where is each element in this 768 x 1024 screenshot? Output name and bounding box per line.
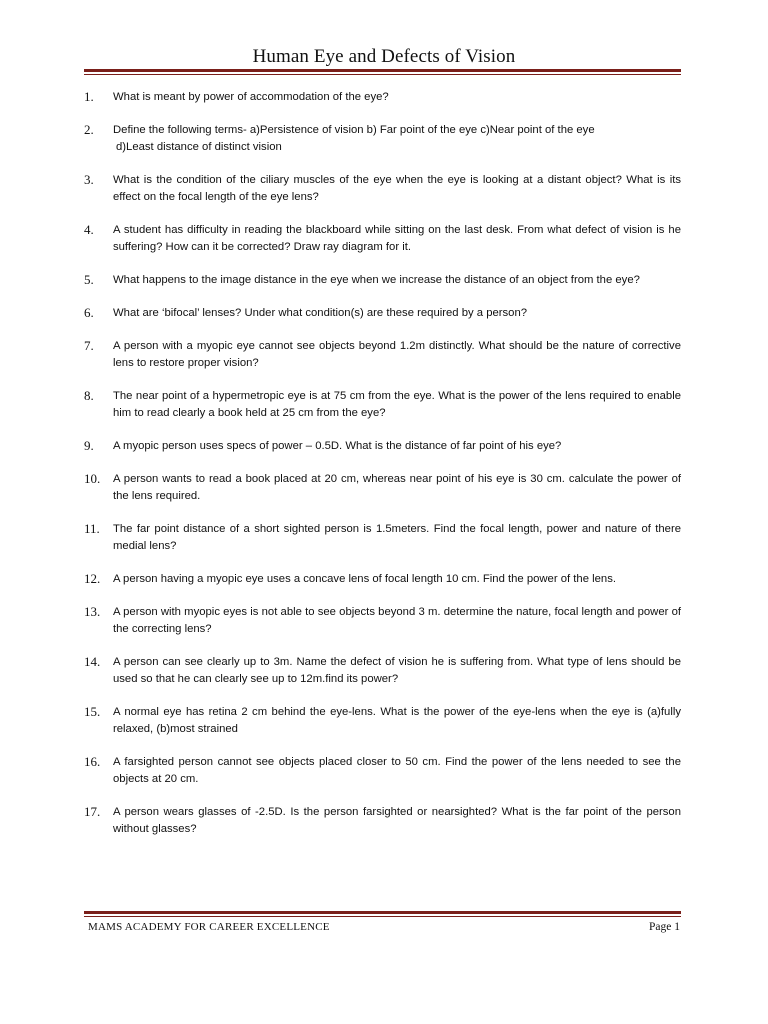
question-text: A person having a myopic eye uses a concave lens of focal length 10 cm. Find the power of the lens. bbox=[113, 573, 617, 586]
question-text: What are ‘bifocal’ lenses? Under what condition(s) are these required by a person? bbox=[113, 307, 528, 320]
header-rule-thin bbox=[84, 74, 681, 75]
footer-rule-thick bbox=[84, 911, 681, 914]
question-item bbox=[84, 704, 681, 738]
question-item bbox=[84, 571, 681, 588]
question-item bbox=[84, 222, 681, 256]
question-number: 16. bbox=[84, 754, 101, 770]
question-number: 9. bbox=[84, 438, 94, 454]
question-number: 1. bbox=[84, 89, 94, 104]
question-text: A person with myopic eyes is not able to see objects beyond 3 m. determine the nature, focal length and power of the correcting lens? bbox=[113, 606, 681, 636]
question-number: 17. bbox=[84, 804, 101, 820]
question-item bbox=[84, 272, 681, 289]
question-text: A farsighted person cannot see objects placed closer to 50 cm. Find the power of the lens needed to see the objects at 20 cm. bbox=[113, 756, 681, 786]
question-number: 6. bbox=[84, 305, 94, 321]
question-text: The near point of a hypermetropic eye is at 75 cm from the eye. What is the power of the lens required to enable him to read clearly a book held at 25 cm from the eye? bbox=[113, 390, 681, 420]
question-text: What is meant by power of accommodation of the eye? bbox=[113, 91, 389, 103]
question-item bbox=[84, 754, 681, 788]
question-number: 8. bbox=[84, 388, 94, 404]
question-number: 14. bbox=[84, 654, 101, 670]
question-number: 12. bbox=[84, 571, 101, 587]
question-item bbox=[84, 172, 681, 206]
question-item bbox=[84, 388, 681, 422]
question-number: 10. bbox=[84, 471, 101, 487]
question-text: A person with a myopic eye cannot see objects beyond 1.2m distinctly. What should be the nature of corrective lens to restore proper vision? bbox=[113, 340, 681, 370]
question-text: A myopic person uses specs of power – 0.5D. What is the distance of far point of his eye? bbox=[113, 440, 562, 453]
question-text: The far point distance of a short sighted person is 1.5meters. Find the focal length, power and nature of there medial lens? bbox=[113, 523, 681, 553]
question-text: A person wears glasses of -2.5D. Is the person farsighted or nearsighted? What is the far point of the person without glasses? bbox=[113, 806, 681, 836]
question-item bbox=[84, 521, 681, 555]
question-item bbox=[84, 89, 681, 106]
question-number: 13. bbox=[84, 604, 101, 620]
question-text: Define the following terms- a)Persistence of vision b) Far point of the eye c)Near point of the eye d)Least distance of distinct vision bbox=[113, 124, 595, 153]
question-number: 11. bbox=[84, 521, 100, 537]
footer-academy-name: MAMS ACADEMY FOR CAREER EXCELLENCE bbox=[88, 921, 330, 933]
question-number: 5. bbox=[84, 272, 94, 288]
question-number: 3. bbox=[84, 172, 94, 188]
question-text: A student has difficulty in reading the blackboard while sitting on the last desk. From what defect of vision is he suffering? How can it be corrected? Draw ray diagram for it. bbox=[113, 224, 681, 253]
question-item bbox=[84, 471, 681, 505]
question-number: 15. bbox=[84, 704, 101, 720]
question-text: What is the condition of the ciliary muscles of the eye when the eye is looking at a distant object? What is its effect on the focal length of the eye lens? bbox=[113, 174, 681, 203]
question-number: 4. bbox=[84, 222, 94, 238]
question-text: A normal eye has retina 2 cm behind the eye-lens. What is the power of the eye-lens when the eye is (a)fully relaxed, (b)most strained bbox=[113, 706, 681, 736]
question-item bbox=[84, 305, 681, 322]
question-item bbox=[84, 338, 681, 372]
question-number: 7. bbox=[84, 338, 94, 354]
question-text: A person wants to read a book placed at 20 cm, whereas near point of his eye is 30 cm. calculate the power of the lens required. bbox=[113, 473, 681, 503]
question-item bbox=[84, 438, 681, 455]
question-text: A person can see clearly up to 3m. Name the defect of vision he is suffering from. What type of lens should be used so that he can clearly see up to 12m.find its power? bbox=[113, 656, 681, 686]
footer-rule-thin bbox=[84, 916, 681, 917]
page-title: Human Eye and Defects of Vision bbox=[252, 46, 516, 67]
question-item bbox=[84, 604, 681, 638]
question-item bbox=[84, 804, 681, 838]
footer-page-number: Page 1 bbox=[649, 921, 680, 933]
question-item bbox=[84, 654, 681, 688]
question-item bbox=[84, 122, 681, 156]
header-rule-thick bbox=[84, 69, 681, 72]
question-number: 2. bbox=[84, 122, 94, 138]
question-text: What happens to the image distance in the eye when we increase the distance of an object from the eye? bbox=[113, 274, 640, 287]
question-list bbox=[84, 89, 681, 854]
